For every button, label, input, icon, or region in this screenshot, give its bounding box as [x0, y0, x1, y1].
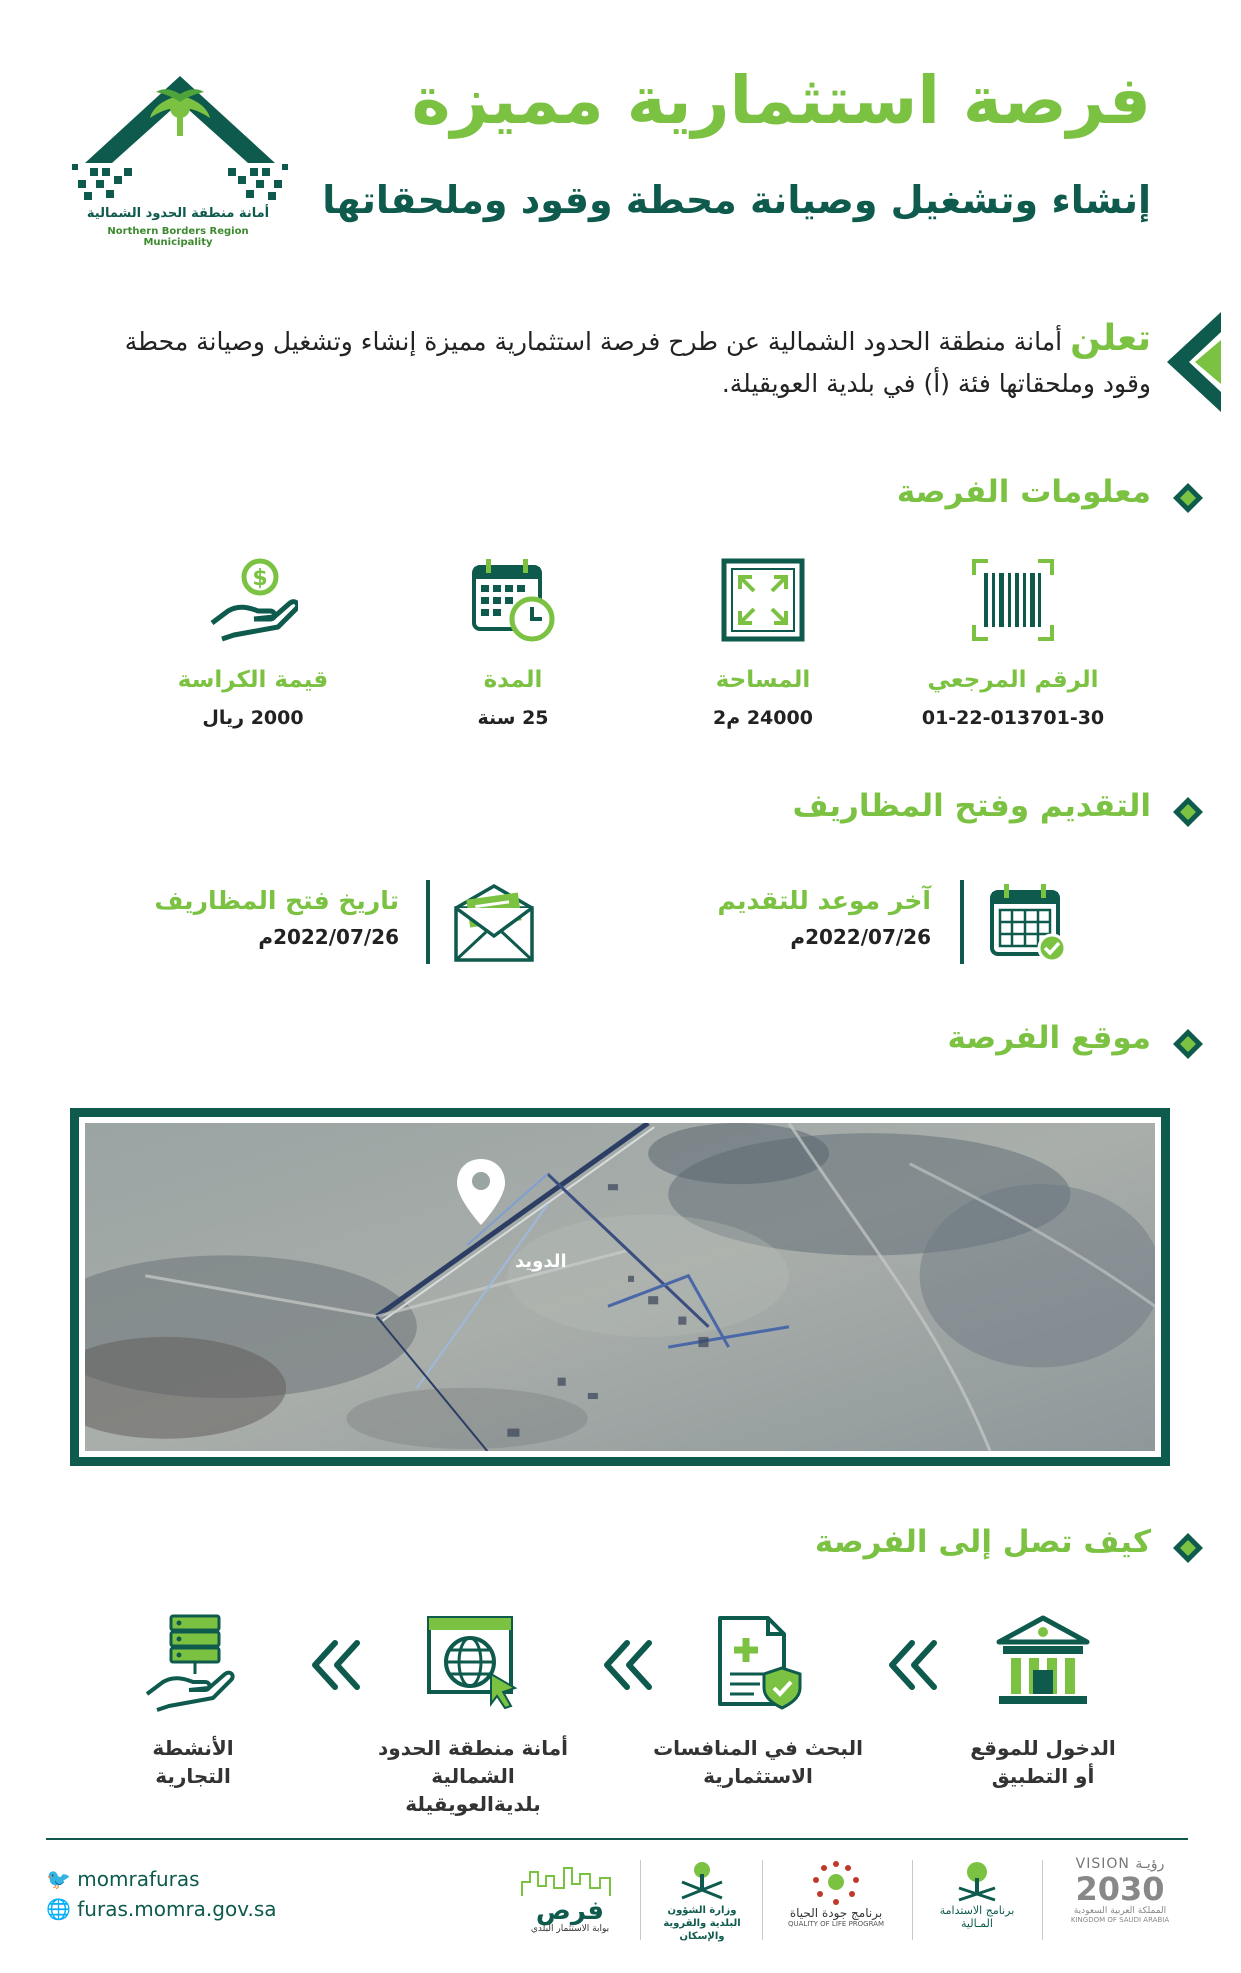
step-line: الأنشطة: [152, 1736, 234, 1760]
step-label: [348, 1734, 598, 1818]
diamond-bullet-icon: [1173, 483, 1203, 513]
info-area: [653, 555, 873, 729]
double-chevron-left-icon: [882, 1635, 942, 1695]
step-enter-site: [918, 1612, 1168, 1790]
announce-chevron-icon: [1167, 312, 1221, 412]
vision-kingdom-en: KINGDOM OF SAUDI ARABIA: [1070, 1916, 1170, 1924]
info-duration: [403, 555, 623, 729]
footer-divider: [46, 1838, 1188, 1840]
info-label: قيمة الكراسة: [177, 667, 329, 693]
section-title-location: موقع الفرصة: [947, 1020, 1151, 1056]
deadline-label: آخر موعد للتقديم: [717, 886, 931, 915]
palm-swords-icon: [676, 1858, 728, 1904]
fiscal-line1: برنامج الاستدامة: [939, 1904, 1015, 1917]
info-value: 25 سنة: [477, 707, 549, 729]
server-hand-icon: [143, 1612, 243, 1712]
date-divider: [426, 880, 430, 964]
logo-english-name: Northern Borders Region Municipality: [107, 226, 249, 248]
twitter-icon: 🐦: [46, 1867, 71, 1891]
vision-ar: رؤيـة: [1135, 1856, 1165, 1872]
step-commercial-activities: [68, 1612, 318, 1790]
announcement-text: [81, 318, 1151, 405]
website-url: furas.momra.gov.sa: [77, 1897, 277, 1921]
logo-separator: [640, 1860, 641, 1940]
quality-name: برنامج جودة الحياة: [789, 1906, 883, 1920]
info-booklet-price: [143, 555, 363, 729]
skyline-icon: [520, 1858, 620, 1898]
info-label: المدة: [483, 667, 543, 693]
page-subtitle: إنشاء وتشغيل وصيانة محطة وقود وملحقاتها: [322, 178, 1151, 222]
opening-label: تاريخ فتح المظاريف: [154, 886, 399, 915]
logo-separator: [762, 1860, 763, 1940]
area-icon: [718, 555, 808, 645]
info-value: 01-22-013701-30: [921, 707, 1105, 729]
diamond-bullet-icon: [1173, 1029, 1203, 1059]
deadline-block: [718, 886, 931, 949]
quality-name-en: QUALITY OF LIFE PROGRAM: [788, 1920, 884, 1928]
step-line: التجارية: [155, 1764, 231, 1788]
diamond-bullet-icon: [1173, 1533, 1203, 1563]
palm-emblem-icon: [951, 1858, 1003, 1904]
web-globe-icon: [423, 1612, 523, 1712]
announcement-lead: تعلن: [1070, 318, 1151, 359]
municipality-logo: [70, 68, 290, 248]
step-line: الدخول للموقع: [970, 1736, 1116, 1760]
opening-block: [154, 886, 399, 949]
logo-arabic-name: أمانة منطقة الحدود الشمالية: [86, 206, 270, 221]
barcode-icon: [968, 555, 1058, 645]
announcement-body: أمانة منطقة الحدود الشمالية عن طرح فرصة استثمارية مميزة إنشاء وتشغيل وصيانة محطة وقود وملحقاتها فئة (أ) في بلدية العويقيلة.: [124, 327, 1151, 398]
globe-icon: 🌐: [46, 1897, 71, 1921]
building-icon: [993, 1612, 1093, 1712]
location-map[interactable]: [70, 1108, 1170, 1466]
info-reference-number: [903, 555, 1123, 729]
location-pin-icon[interactable]: [455, 1157, 507, 1227]
envelope-icon: [452, 882, 536, 964]
date-divider: [960, 880, 964, 964]
step-line: أمانة منطقة الحدود الشمالية: [378, 1736, 568, 1788]
step-label: [633, 1734, 883, 1790]
satellite-map[interactable]: [85, 1123, 1155, 1451]
vision-2030-logo: [1050, 1856, 1190, 1924]
info-value: 24000 م2: [713, 707, 813, 729]
section-title-submission: التقديم وفتح المظاريف: [792, 788, 1151, 824]
satellite-image: [85, 1123, 1155, 1451]
page-title: فرصة استثمارية مميزة: [411, 62, 1151, 139]
ministry-logo: [652, 1858, 752, 1943]
deadline-value: 2022/07/26م: [790, 925, 931, 949]
fiscal-sustainability-logo: [922, 1858, 1032, 1930]
step-line: البحث في المنافسات: [653, 1736, 863, 1760]
logo-separator: [912, 1860, 913, 1940]
quality-star-icon: [810, 1858, 862, 1906]
vision-kingdom-ar: المملكة العربية السعودية: [1073, 1906, 1167, 1916]
vision-year: 2030: [1075, 1870, 1165, 1908]
step-search-tenders: [633, 1612, 883, 1790]
palm-crest-icon: [70, 68, 290, 208]
logo-separator: [1042, 1860, 1043, 1940]
step-label: [918, 1734, 1168, 1790]
twitter-link[interactable]: [46, 1867, 200, 1891]
section-title-info: معلومات الفرصة: [896, 474, 1151, 510]
info-value: 2000 ريال: [202, 707, 304, 729]
fiscal-line2: المـالية: [961, 1917, 993, 1930]
furas-caption: بوابة الاستثمار البلدي: [530, 1924, 610, 1934]
step-line: بلديةالعويقيلة: [405, 1792, 541, 1816]
twitter-handle: momrafuras: [77, 1867, 200, 1891]
document-shield-icon: [708, 1612, 808, 1712]
vision-word: VISION: [1075, 1856, 1130, 1872]
website-link[interactable]: [46, 1897, 277, 1921]
quality-of-life-logo: [776, 1858, 896, 1928]
step-label: [68, 1734, 318, 1790]
furas-logo: [515, 1858, 625, 1934]
calendar-clock-icon: [468, 555, 558, 645]
step-line: الاستثمارية: [703, 1764, 813, 1788]
calendar-check-icon: [988, 882, 1070, 964]
section-title-how: كيف تصل إلى الفرصة: [814, 1524, 1151, 1560]
ministry-name: وزارة الشؤون البلدية والقروية والإسكان: [663, 1905, 741, 1942]
furas-wordmark: فرص: [535, 1896, 605, 1926]
opening-value: 2022/07/26م: [258, 925, 399, 949]
svg-text:$: $: [252, 566, 268, 591]
money-hand-icon: [208, 555, 298, 645]
step-municipality: [348, 1612, 598, 1818]
diamond-bullet-icon: [1173, 797, 1203, 827]
info-label: المساحة: [715, 667, 811, 693]
step-line: أو التطبيق: [991, 1764, 1095, 1788]
info-label: الرقم المرجعي: [927, 667, 1099, 693]
map-place-label: الدويد: [515, 1251, 567, 1272]
double-chevron-left-icon: [597, 1635, 657, 1695]
